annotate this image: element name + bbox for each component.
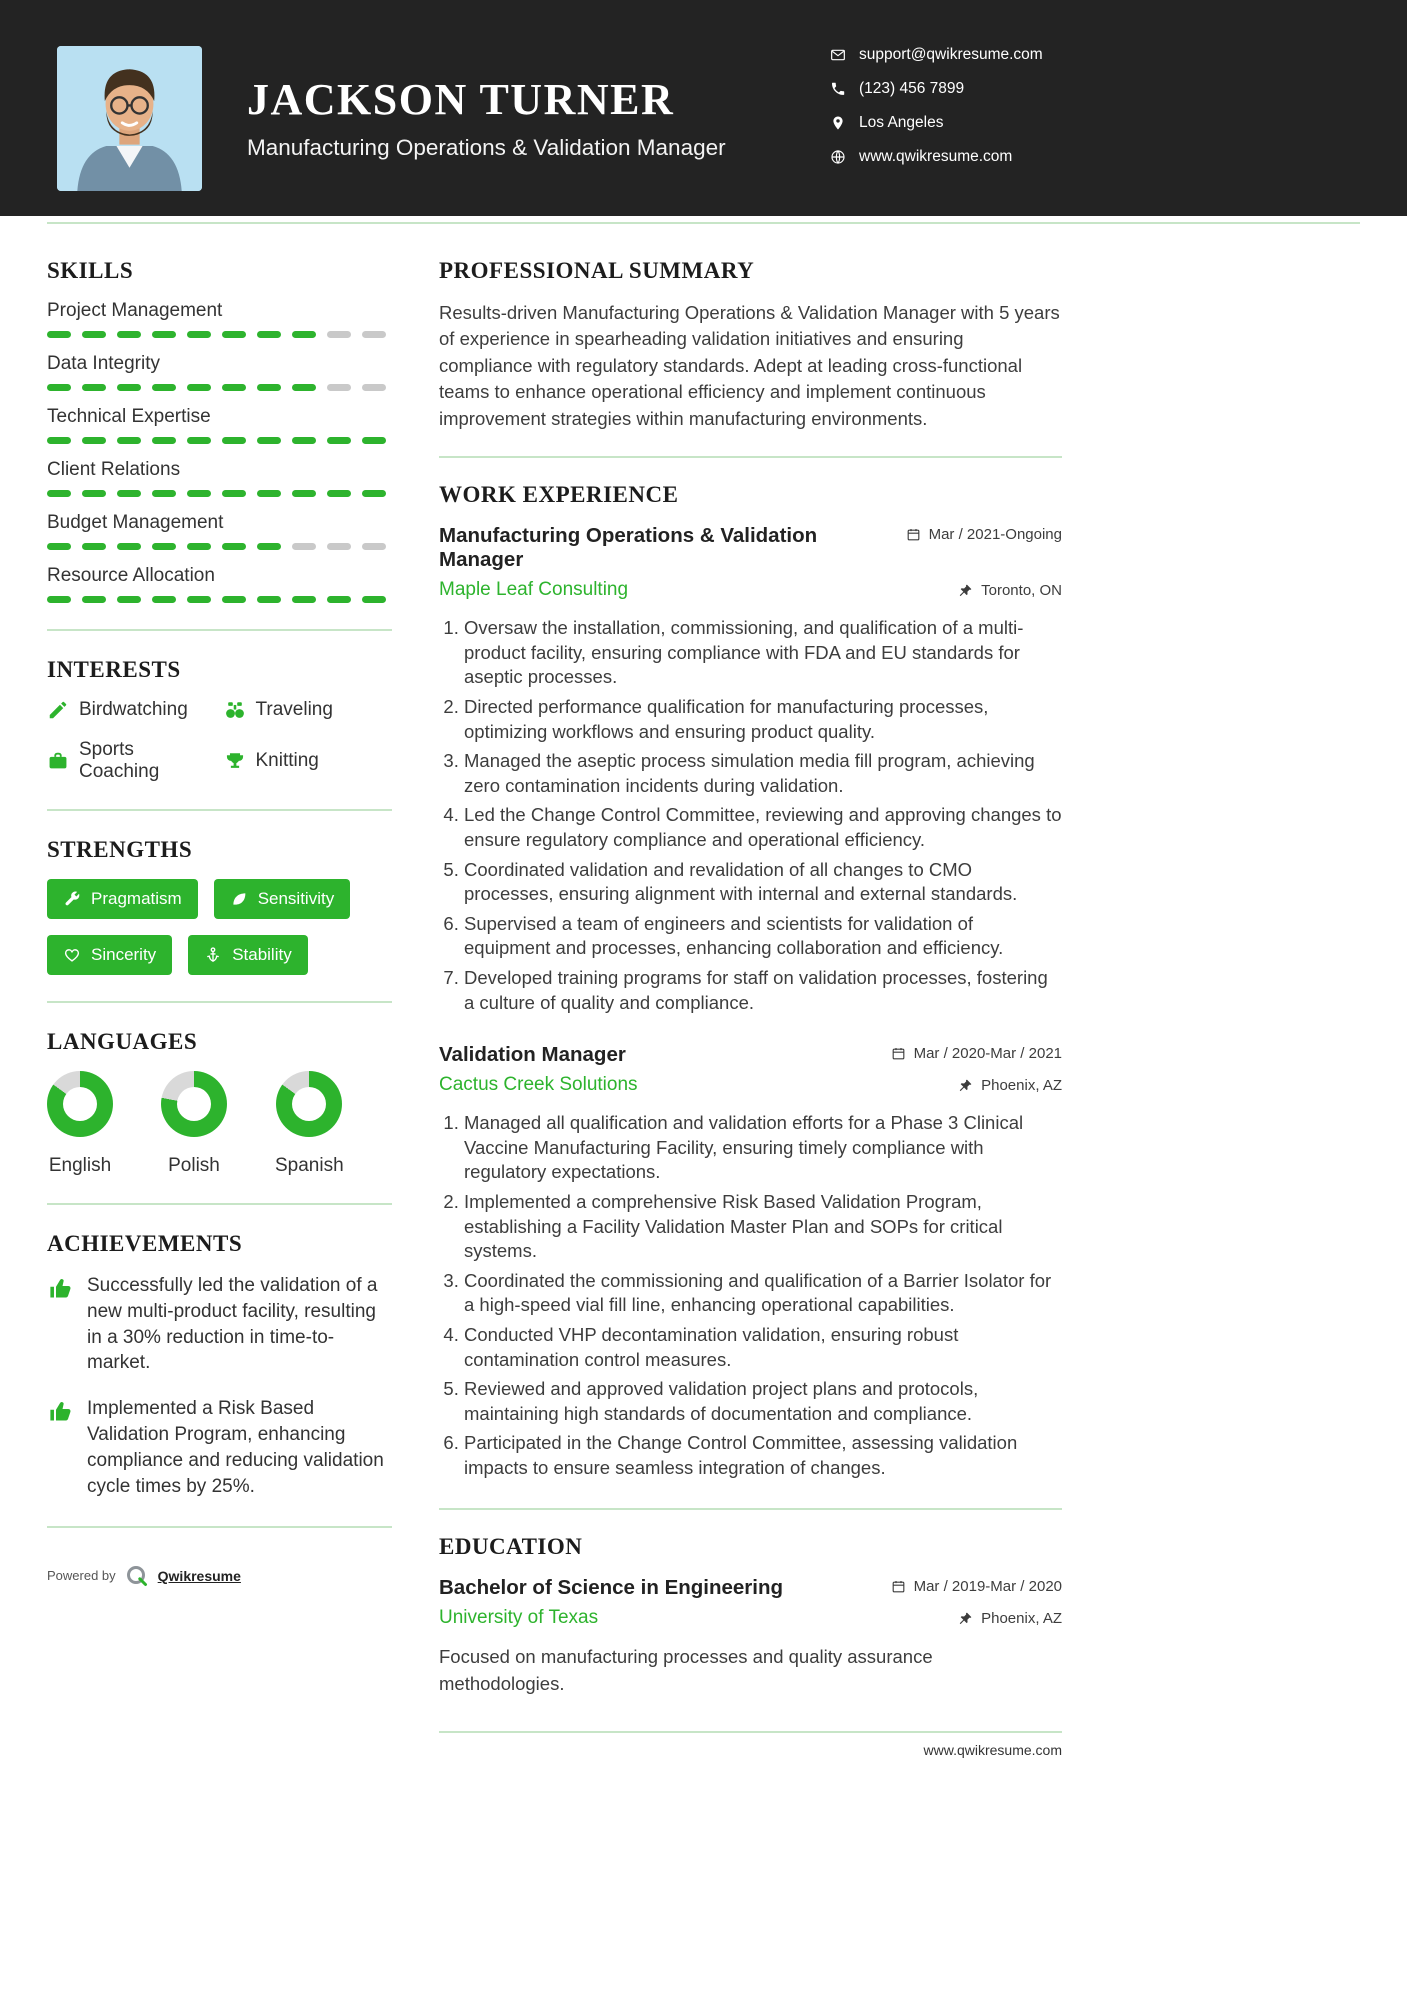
skill-dash (222, 437, 246, 444)
powered-by (47, 1564, 392, 1588)
skill-dash (187, 331, 211, 338)
skill-dash (82, 384, 106, 391)
thumbs-up-icon (47, 1398, 74, 1425)
skill-dash (187, 384, 211, 391)
powered-by-label: Powered by (47, 1568, 116, 1584)
skill-label: Resource Allocation (47, 565, 215, 586)
interests-heading: INTERESTS (47, 657, 181, 682)
achievement-text: Successfully led the validation of a new multi-product facility, resulting in a 30% reduction in time-to-market. (87, 1275, 378, 1374)
strengths-heading: STRENGTHS (47, 837, 193, 862)
strength-label: Stability (232, 945, 292, 964)
skill-bar (47, 543, 392, 550)
skill-label: Budget Management (47, 512, 224, 533)
education-location (958, 1610, 1062, 1627)
section-divider (47, 629, 392, 631)
skill-bar (47, 596, 392, 603)
job-header (439, 1043, 1062, 1067)
language-label: Spanish (275, 1155, 344, 1176)
skill-dash (362, 490, 386, 497)
skill-dash (47, 543, 71, 550)
experience-section (439, 482, 1062, 1480)
section-divider (47, 809, 392, 811)
site-footer (439, 1731, 1062, 1758)
skill-dash (222, 490, 246, 497)
skill-dash (362, 384, 386, 391)
anchor-icon (204, 946, 222, 964)
strength-badge (47, 935, 172, 975)
footer-divider (439, 1731, 1062, 1733)
language-donut (47, 1071, 113, 1137)
skill-dash (47, 437, 71, 444)
skill-dash (257, 437, 281, 444)
skill-item (47, 353, 392, 391)
skill-bar (47, 331, 392, 338)
job-subheader (439, 579, 1062, 601)
language-donut (161, 1071, 227, 1137)
briefcase-icon (47, 750, 69, 772)
right-column (439, 258, 1062, 1758)
skill-dash (117, 543, 141, 550)
skill-dash (327, 331, 351, 338)
contact-location (830, 114, 1043, 132)
job-bullets (439, 1111, 1062, 1480)
education-section (439, 1534, 1062, 1697)
skill-item (47, 406, 392, 444)
job-title: Validation Manager (439, 1043, 626, 1067)
job-bullet: 6. Supervised a team of engineers and scientists for validation of equipment and processes, enhancing collaboration and efficiency. (464, 912, 1062, 961)
contact-website (830, 148, 1043, 166)
trophy-icon (224, 750, 246, 772)
pushpin-icon (958, 1078, 973, 1093)
skill-bar (47, 490, 392, 497)
section-divider (47, 1001, 392, 1003)
skill-dash (292, 596, 316, 603)
skill-dash (222, 543, 246, 550)
strengths-section (47, 837, 392, 975)
skill-dash (117, 596, 141, 603)
summary-text: Results-driven Manufacturing Operations & Validation Manager with 5 years of experience in spearheading validation initiatives and ensuring compliance with regulatory standards. Adept at leading cross-functional teams to enhance operational efficiency and implement continuous improvement strategies within manufacturing environments. (439, 302, 1060, 429)
left-column (47, 258, 392, 1758)
job-title: Manufacturing Operations & Validation Manager (439, 524, 818, 572)
calendar-icon (891, 1046, 906, 1061)
skill-dash (327, 490, 351, 497)
skill-dash (292, 490, 316, 497)
profile-photo (57, 46, 202, 191)
skill-item (47, 565, 392, 603)
contact-phone-text[interactable]: (123) 456 7899 (859, 80, 965, 97)
skill-dash (327, 596, 351, 603)
job-company: Maple Leaf Consulting (439, 579, 629, 601)
candidate-name: JACKSON TURNER (247, 75, 675, 124)
interests-section (47, 657, 392, 783)
job-location-text: Phoenix, AZ (981, 1076, 1062, 1094)
strength-label: Sensitivity (257, 889, 335, 908)
globe-icon (830, 149, 846, 165)
skill-dash (117, 331, 141, 338)
phone-icon (830, 81, 846, 97)
skill-label: Project Management (47, 300, 223, 321)
thumbs-up-icon (47, 1275, 74, 1302)
job-dates-text: Mar / 2021-Ongoing (928, 526, 1062, 544)
skill-dash (152, 543, 176, 550)
skill-item (47, 459, 392, 497)
school-name: University of Texas (439, 1607, 599, 1629)
interest-label: Traveling (255, 699, 333, 720)
job-bullet: 3. Managed the aseptic process simulation media fill program, achieving zero contamination incidents during validation. (464, 749, 1062, 798)
skill-dash (47, 490, 71, 497)
interest-label: Sports Coaching (79, 739, 160, 782)
contact-website-text[interactable]: www.qwikresume.com (859, 148, 1013, 165)
education-heading: EDUCATION (439, 1534, 583, 1560)
skill-dash (292, 437, 316, 444)
skill-dash (327, 543, 351, 550)
job-bullet: 2. Implemented a comprehensive Risk Based Validation Program, establishing a Facility Validation Master Plan and SOPs for critical systems. (464, 1190, 1062, 1264)
skill-dash (152, 437, 176, 444)
qwikresume-logo-icon (125, 1564, 149, 1588)
contact-block (830, 46, 1043, 166)
job-dates-text: Mar / 2020-Mar / 2021 (913, 1045, 1062, 1063)
skill-dash (327, 437, 351, 444)
pencil-icon (47, 699, 69, 721)
language-item (275, 1071, 344, 1177)
interest-label: Knitting (255, 750, 319, 771)
skill-label: Technical Expertise (47, 406, 211, 427)
job-bullet: 6. Participated in the Change Control Committee, assessing validation impacts to ensure seamless integration of changes. (464, 1431, 1062, 1480)
skill-dash (82, 543, 106, 550)
pushpin-icon (958, 583, 973, 598)
contact-phone (830, 80, 1043, 98)
skill-dash (82, 490, 106, 497)
skill-dash (257, 331, 281, 338)
skill-dash (222, 596, 246, 603)
interests-grid (47, 699, 392, 783)
skill-dash (257, 384, 281, 391)
skill-bar (47, 384, 392, 391)
name-block (247, 74, 726, 161)
job-bullet: 4. Conducted VHP decontamination validation, ensuring robust contamination control measures. (464, 1323, 1062, 1372)
job-dates (906, 526, 1062, 543)
skill-dash (187, 596, 211, 603)
language-label: English (48, 1155, 112, 1176)
pushpin-icon (958, 1611, 973, 1626)
skill-dash (47, 331, 71, 338)
job-location (958, 1077, 1062, 1094)
binoculars-icon (224, 699, 246, 721)
skill-dash (117, 490, 141, 497)
skill-dash (222, 331, 246, 338)
degree-title: Bachelor of Science in Engineering (439, 1576, 784, 1600)
candidate-title: Manufacturing Operations & Validation Manager (247, 135, 726, 160)
qwikresume-brand-link[interactable]: Qwikresume (157, 1567, 241, 1584)
skill-dash (222, 384, 246, 391)
contact-email (830, 46, 1043, 64)
languages-list (47, 1071, 392, 1177)
location-icon (830, 115, 846, 131)
interest-item (47, 699, 216, 721)
skill-dash (152, 490, 176, 497)
skill-bar (47, 437, 392, 444)
job-dates (891, 1045, 1062, 1062)
skill-dash (152, 331, 176, 338)
summary-section (439, 258, 1062, 432)
language-item (47, 1071, 113, 1177)
interest-label: Birdwatching (79, 699, 188, 720)
email-icon (830, 47, 846, 63)
contact-email-text[interactable]: support@qwikresume.com (859, 46, 1043, 63)
calendar-icon (891, 1579, 906, 1594)
strength-label: Pragmatism (91, 889, 182, 908)
language-item (161, 1071, 227, 1177)
section-divider (439, 456, 1062, 458)
skill-dash (362, 331, 386, 338)
skills-heading: SKILLS (47, 258, 134, 283)
job-bullet: 3. Coordinated the commissioning and qualification of a Barrier Isolator for a high-speed vial fill line, enhancing operational capabilities. (464, 1269, 1062, 1318)
skill-dash (362, 596, 386, 603)
skill-dash (187, 543, 211, 550)
job-header (439, 524, 1062, 572)
section-divider (47, 1526, 392, 1528)
strength-label: Sincerity (91, 945, 157, 964)
job-bullet: 7. Developed training programs for staff on validation processes, fostering a culture of quality and compliance. (464, 966, 1062, 1015)
skill-dash (327, 384, 351, 391)
skill-dash (117, 384, 141, 391)
wrench-icon (63, 890, 81, 908)
education-header (439, 1576, 1062, 1600)
skill-dash (292, 384, 316, 391)
job-bullet: 5. Coordinated validation and revalidation of all changes to CMO processes, ensuring alignment with internal and external standards. (464, 858, 1062, 907)
job-bullet: 4. Led the Change Control Committee, reviewing and approving changes to ensure regulatory compliance and operational efficiency. (464, 803, 1062, 852)
job-bullet: 2. Directed performance qualification for manufacturing processes, optimizing workflows and ensuring product quality. (464, 695, 1062, 744)
skill-dash (47, 384, 71, 391)
avatar-illustration (57, 46, 202, 191)
job-location (958, 582, 1062, 599)
summary-heading: PROFESSIONAL SUMMARY (439, 258, 755, 283)
header (0, 0, 1407, 216)
footer-website-link[interactable]: www.qwikresume.com (923, 1742, 1062, 1759)
education-description: Focused on manufacturing processes and quality assurance methodologies. (439, 1646, 933, 1694)
skill-dash (362, 437, 386, 444)
strength-badge (47, 879, 198, 919)
education-subheader (439, 1607, 1062, 1629)
strength-badge (214, 879, 351, 919)
education-dates-text: Mar / 2019-Mar / 2020 (913, 1578, 1062, 1596)
skill-dash (82, 437, 106, 444)
skill-dash (82, 596, 106, 603)
skill-dash (47, 596, 71, 603)
skills-section (47, 258, 392, 603)
heart-icon (63, 946, 81, 964)
skill-dash (152, 384, 176, 391)
education-location-text: Phoenix, AZ (981, 1609, 1062, 1627)
skill-dash (292, 543, 316, 550)
achievement-text: Implemented a Risk Based Validation Program, enhancing compliance and reducing validation cycle times by 25%. (87, 1398, 384, 1497)
skill-dash (82, 331, 106, 338)
interest-item (47, 739, 216, 783)
interest-item (224, 739, 393, 783)
skill-dash (257, 543, 281, 550)
strengths-list (47, 879, 392, 975)
skill-dash (257, 490, 281, 497)
job-company: Cactus Creek Solutions (439, 1074, 638, 1096)
skill-dash (187, 437, 211, 444)
section-divider (47, 1203, 392, 1205)
job-subheader (439, 1074, 1062, 1096)
leaf-icon (230, 890, 248, 908)
job-bullet: 1. Oversaw the installation, commissioning, and qualification of a multi-product facility, ensuring compliance with FDA and EU standards for aseptic processes. (464, 616, 1062, 690)
interest-item (224, 699, 393, 721)
language-label: Polish (168, 1155, 220, 1176)
skill-dash (187, 490, 211, 497)
language-donut (276, 1071, 342, 1137)
skill-dash (257, 596, 281, 603)
strength-badge (188, 935, 308, 975)
experience-heading: WORK EXPERIENCE (439, 482, 679, 508)
languages-heading: LANGUAGES (47, 1029, 198, 1054)
section-divider (439, 1508, 1062, 1510)
languages-section (47, 1029, 392, 1177)
skill-dash (152, 596, 176, 603)
job-bullet: 5. Reviewed and approved validation project plans and protocols, maintaining high standards of documentation and compliance. (464, 1377, 1062, 1426)
education-dates (891, 1578, 1062, 1595)
main-content (0, 224, 1407, 1758)
job-bullets (439, 616, 1062, 1015)
skill-item (47, 512, 392, 550)
achievements-heading: ACHIEVEMENTS (47, 1231, 243, 1256)
contact-location-text: Los Angeles (859, 114, 944, 131)
achievements-section (47, 1231, 392, 1500)
skill-item (47, 300, 392, 338)
job-bullet: 1. Managed all qualification and validation efforts for a Phase 3 Clinical Vaccine Manufacturing Facility, ensuring timely compliance with regulatory expectations. (464, 1111, 1062, 1185)
achievement-item (47, 1273, 392, 1376)
job-entry (439, 1043, 1062, 1480)
skill-dash (117, 437, 141, 444)
achievement-item (47, 1396, 392, 1499)
job-location-text: Toronto, ON (981, 581, 1062, 599)
job-entry (439, 524, 1062, 1015)
skill-label: Client Relations (47, 459, 181, 480)
skill-dash (292, 331, 316, 338)
skill-dash (362, 543, 386, 550)
calendar-icon (906, 527, 921, 542)
skill-label: Data Integrity (47, 353, 160, 374)
